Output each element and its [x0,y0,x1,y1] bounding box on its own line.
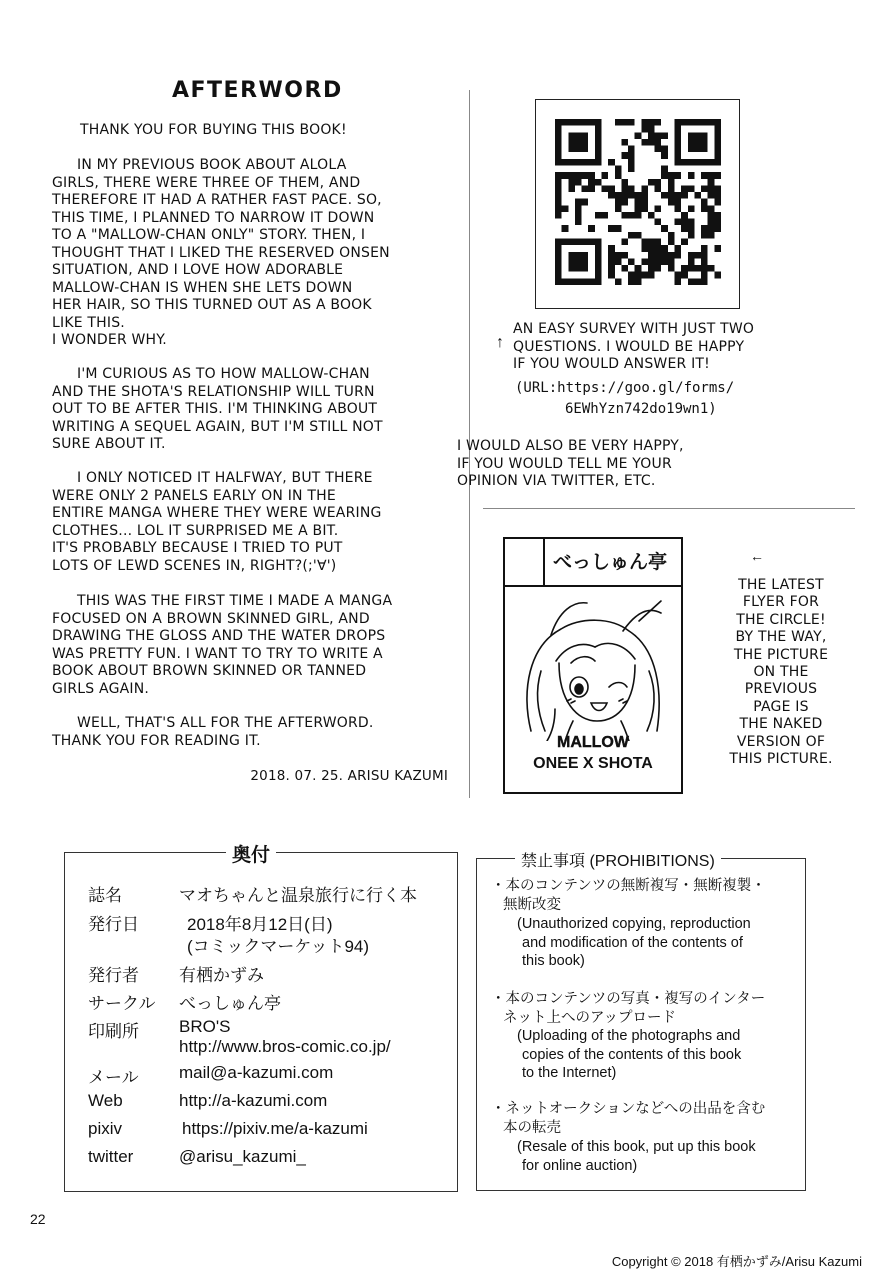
afterword-line: GIRLS AGAIN. [52,680,150,697]
prohibition-en-3 [517,1138,756,1175]
survey-line: AN EASY SURVEY WITH JUST TWO [513,321,755,337]
afterword-line: THEREFORE IT HAD A RATHER FAST PACE. SO, [52,192,382,208]
afterword-line: LIKE THIS. [52,314,125,331]
afterword-line: DRAWING THE GLOSS AND THE WATER DROPS [52,628,386,644]
prohibition-jp-line: 本の転売 [503,1120,561,1136]
prohibition-en-1 [517,915,751,971]
prohibition-en-line: to the Internet) [522,1065,617,1081]
colophon-web-link[interactable]: http://a-kazumi.com [179,1091,328,1110]
afterword-line: LOTS OF LEWD SCENES IN, RIGHT?(;'∀') [52,557,337,574]
prohibition-jp-line: ・本のコンテンツの写真・複写のインター [491,991,766,1007]
afterword-line: ENTIRE MANGA WHERE THEY WERE WEARING [52,505,382,521]
afterword-line: TO A "MALLOW-CHAN ONLY" STORY. THEN, I [52,227,366,243]
survey-url-line[interactable]: 6EWhYzn742do19wn1) [565,400,717,417]
twitter-request-line: IF YOU WOULD TELL ME YOUR [457,455,672,472]
prohibitions-box [476,853,806,1191]
colophon-label-pixiv: pixiv [88,1119,123,1138]
prohibition-jp-line: ・本のコンテンツの無断複写・無断複製・ [491,878,766,894]
survey-line: IF YOU WOULD ANSWER IT! [513,356,710,372]
prohibition-en-line: this book) [522,953,585,969]
qr-code-icon[interactable] [555,119,721,285]
flyer-caption-line: PREVIOUS [744,681,818,698]
flyer-caption-line: THE LATEST [738,577,824,593]
afterword-line: WERE ONLY 2 PANELS EARLY ON IN THE [52,487,336,504]
prohibition-jp-line: 無断改変 [503,897,561,913]
afterword-paragraph-2 [52,157,452,350]
twitter-request-line: OPINION VIA TWITTER, ETC. [457,473,656,489]
prohibitions-title: 禁止事項 (PROHIBITIONS) [515,848,721,871]
afterword-line: FOCUSED ON A BROWN SKINNED GIRL, AND [52,610,370,627]
afterword-line: THIS TIME, I PLANNED TO NARROW IT DOWN [52,209,375,226]
afterword-line: IN MY PREVIOUS BOOK ABOUT ALOLA [77,157,347,173]
colophon-label-mail: メール [88,1068,139,1087]
flyer-caption-line: THE CIRCLE! [736,611,826,628]
prohibition-jp-line: ・ネットオークションなどへの出品を含む [491,1101,766,1117]
arrow-left-icon: ← [750,548,764,564]
afterword-paragraph-5 [52,593,452,698]
survey-url-line[interactable]: (URL:https://goo.gl/forms/ [515,380,735,396]
prohibition-item-1 [491,877,766,915]
flyer-caption-line: ON THE [753,664,809,681]
afterword-line: MALLOW-CHAN IS WHEN SHE LETS DOWN [52,279,353,296]
colophon-printer-url[interactable]: http://www.bros-comic.co.jp/ [179,1037,391,1056]
flyer-caption-line: PAGE IS [753,698,809,715]
afterword-line: I'M CURIOUS AS TO HOW MALLOW-CHAN [77,366,370,382]
afterword-paragraph-3 [52,366,452,454]
afterword-line: OUT TO BE AFTER THIS. I'M THINKING ABOUT [52,401,378,417]
flyer-header-rule [505,585,681,587]
qr-code-frame[interactable] [535,99,740,309]
colophon-value-printer: BRO'S [179,1017,231,1036]
survey-text [513,321,853,374]
prohibition-item-2 [491,990,765,1028]
afterword-line: IT'S PROBABLY BECAUSE I TRIED TO PUT [52,540,343,556]
afterword-paragraph-6 [52,715,452,750]
colophon-value-event: (コミックマーケット94) [187,937,370,956]
prohibition-en-2 [517,1027,741,1083]
colophon-label-twitter: twitter [88,1147,134,1166]
colophon-pixiv-link[interactable]: https://pixiv.me/a-kazumi [182,1119,368,1138]
prohibition-jp-line: ネット上へのアップロード [503,1010,676,1026]
colophon-box [64,845,458,1192]
afterword-line: SITUATION, AND I LOVE HOW ADORABLE [52,262,344,278]
colophon-label-date: 発行日 [88,915,139,934]
afterword-line: AND THE SHOTA'S RELATIONSHIP WILL TURN [52,383,375,400]
colophon-label-printer: 印刷所 [88,1022,139,1041]
colophon-title: 奥付 [226,840,276,867]
flyer-caption [692,577,870,768]
flyer-caption-line: THIS PICTURE. [729,751,833,768]
circle-flyer [503,537,683,794]
colophon-label-web: Web [88,1091,123,1110]
colophon-value-circle: べっしゅん亭 [179,994,281,1013]
mallow-illustration [511,591,677,741]
afterword-line: WRITING A SEQUEL AGAIN, BUT I'M STILL NOT [52,418,383,435]
twitter-request-text [457,438,797,491]
arrow-up-icon: ↑ [496,334,504,351]
afterword-line: WELL, THAT'S ALL FOR THE AFTERWORD. [77,715,374,731]
afterword-line: THANK YOU FOR BUYING THIS BOOK! [80,122,347,138]
afterword-paragraph-4 [52,470,452,575]
afterword-line: I ONLY NOTICED IT HALFWAY, BUT THERE [77,470,373,486]
section-divider [483,508,855,509]
prohibition-en-line: and modification of the contents of [522,934,743,951]
afterword-line: HER HAIR, SO THIS TURNED OUT AS A BOOK [52,297,372,313]
afterword-line: GIRLS, THERE WERE THREE OF THEM, AND [52,174,361,191]
survey-url[interactable] [515,380,855,418]
afterword-paragraph-1 [80,122,480,140]
prohibition-en-line: (Uploading of the photographs and [517,1028,741,1044]
afterword-line: THIS WAS THE FIRST TIME I MADE A MANGA [77,593,393,609]
afterword-line: THANK YOU FOR READING IT. [52,732,261,749]
flyer-caption-line: FLYER FOR [742,594,820,611]
flyer-caption-line: THE PICTURE [733,646,829,663]
flyer-title-line-1: MALLOW [557,734,629,751]
colophon-mail-link[interactable]: mail@a-kazumi.com [179,1063,334,1082]
colophon-value-title: マオちゃんと温泉旅行に行く本 [179,886,417,905]
flyer-caption-line: THE NAKED [739,716,823,733]
afterword-signature: 2018. 07. 25. ARISU KAZUMI [250,768,448,784]
colophon-value-publisher: 有栖かずみ [179,966,264,985]
flyer-caption-line: VERSION OF [736,733,826,750]
survey-line: QUESTIONS. I WOULD BE HAPPY [513,338,745,355]
flyer-corner-box [505,539,545,587]
flyer-circle-name: べっしゅん亭 [553,552,668,573]
prohibition-item-3 [491,1100,765,1138]
twitter-request-line: I WOULD ALSO BE VERY HAPPY, [457,438,684,454]
afterword-line: CLOTHES... LOL IT SURPRISED ME A BIT. [52,522,339,539]
afterword-line: WAS PRETTY FUN. I WANT TO TRY TO WRITE A [52,645,383,662]
afterword-line: I WONDER WHY. [52,332,167,348]
colophon-twitter-link[interactable]: @arisu_kazumi_ [179,1147,306,1166]
afterword-line: BOOK ABOUT BROWN SKINNED OR TANNED [52,663,367,679]
afterword-line: THOUGHT THAT I LIKED THE RESERVED ONSEN [52,244,390,261]
colophon-label-publisher: 発行者 [88,966,139,985]
colophon-value-date: 2018年8月12日(日) [187,915,333,934]
prohibition-en-line: copies of the contents of this book [522,1046,742,1063]
colophon-label-circle: サークル [88,994,156,1013]
flyer-caption-line: BY THE WAY, [735,629,827,646]
prohibition-en-line: (Resale of this book, put up this book [517,1139,756,1155]
afterword-title: AFTERWORD [172,78,343,103]
copyright-notice: Copyright © 2018 有栖かずみ/Arisu Kazumi [611,1254,862,1269]
colophon-label-title: 誌名 [88,886,122,905]
prohibition-en-line: for online auction) [522,1157,638,1174]
prohibition-en-line: (Unauthorized copying, reproduction [517,916,751,932]
flyer-title-line-2: ONEE X SHOTA [533,755,653,772]
afterword-line: SURE ABOUT IT. [52,436,166,452]
page-number: 22 [30,1211,46,1227]
